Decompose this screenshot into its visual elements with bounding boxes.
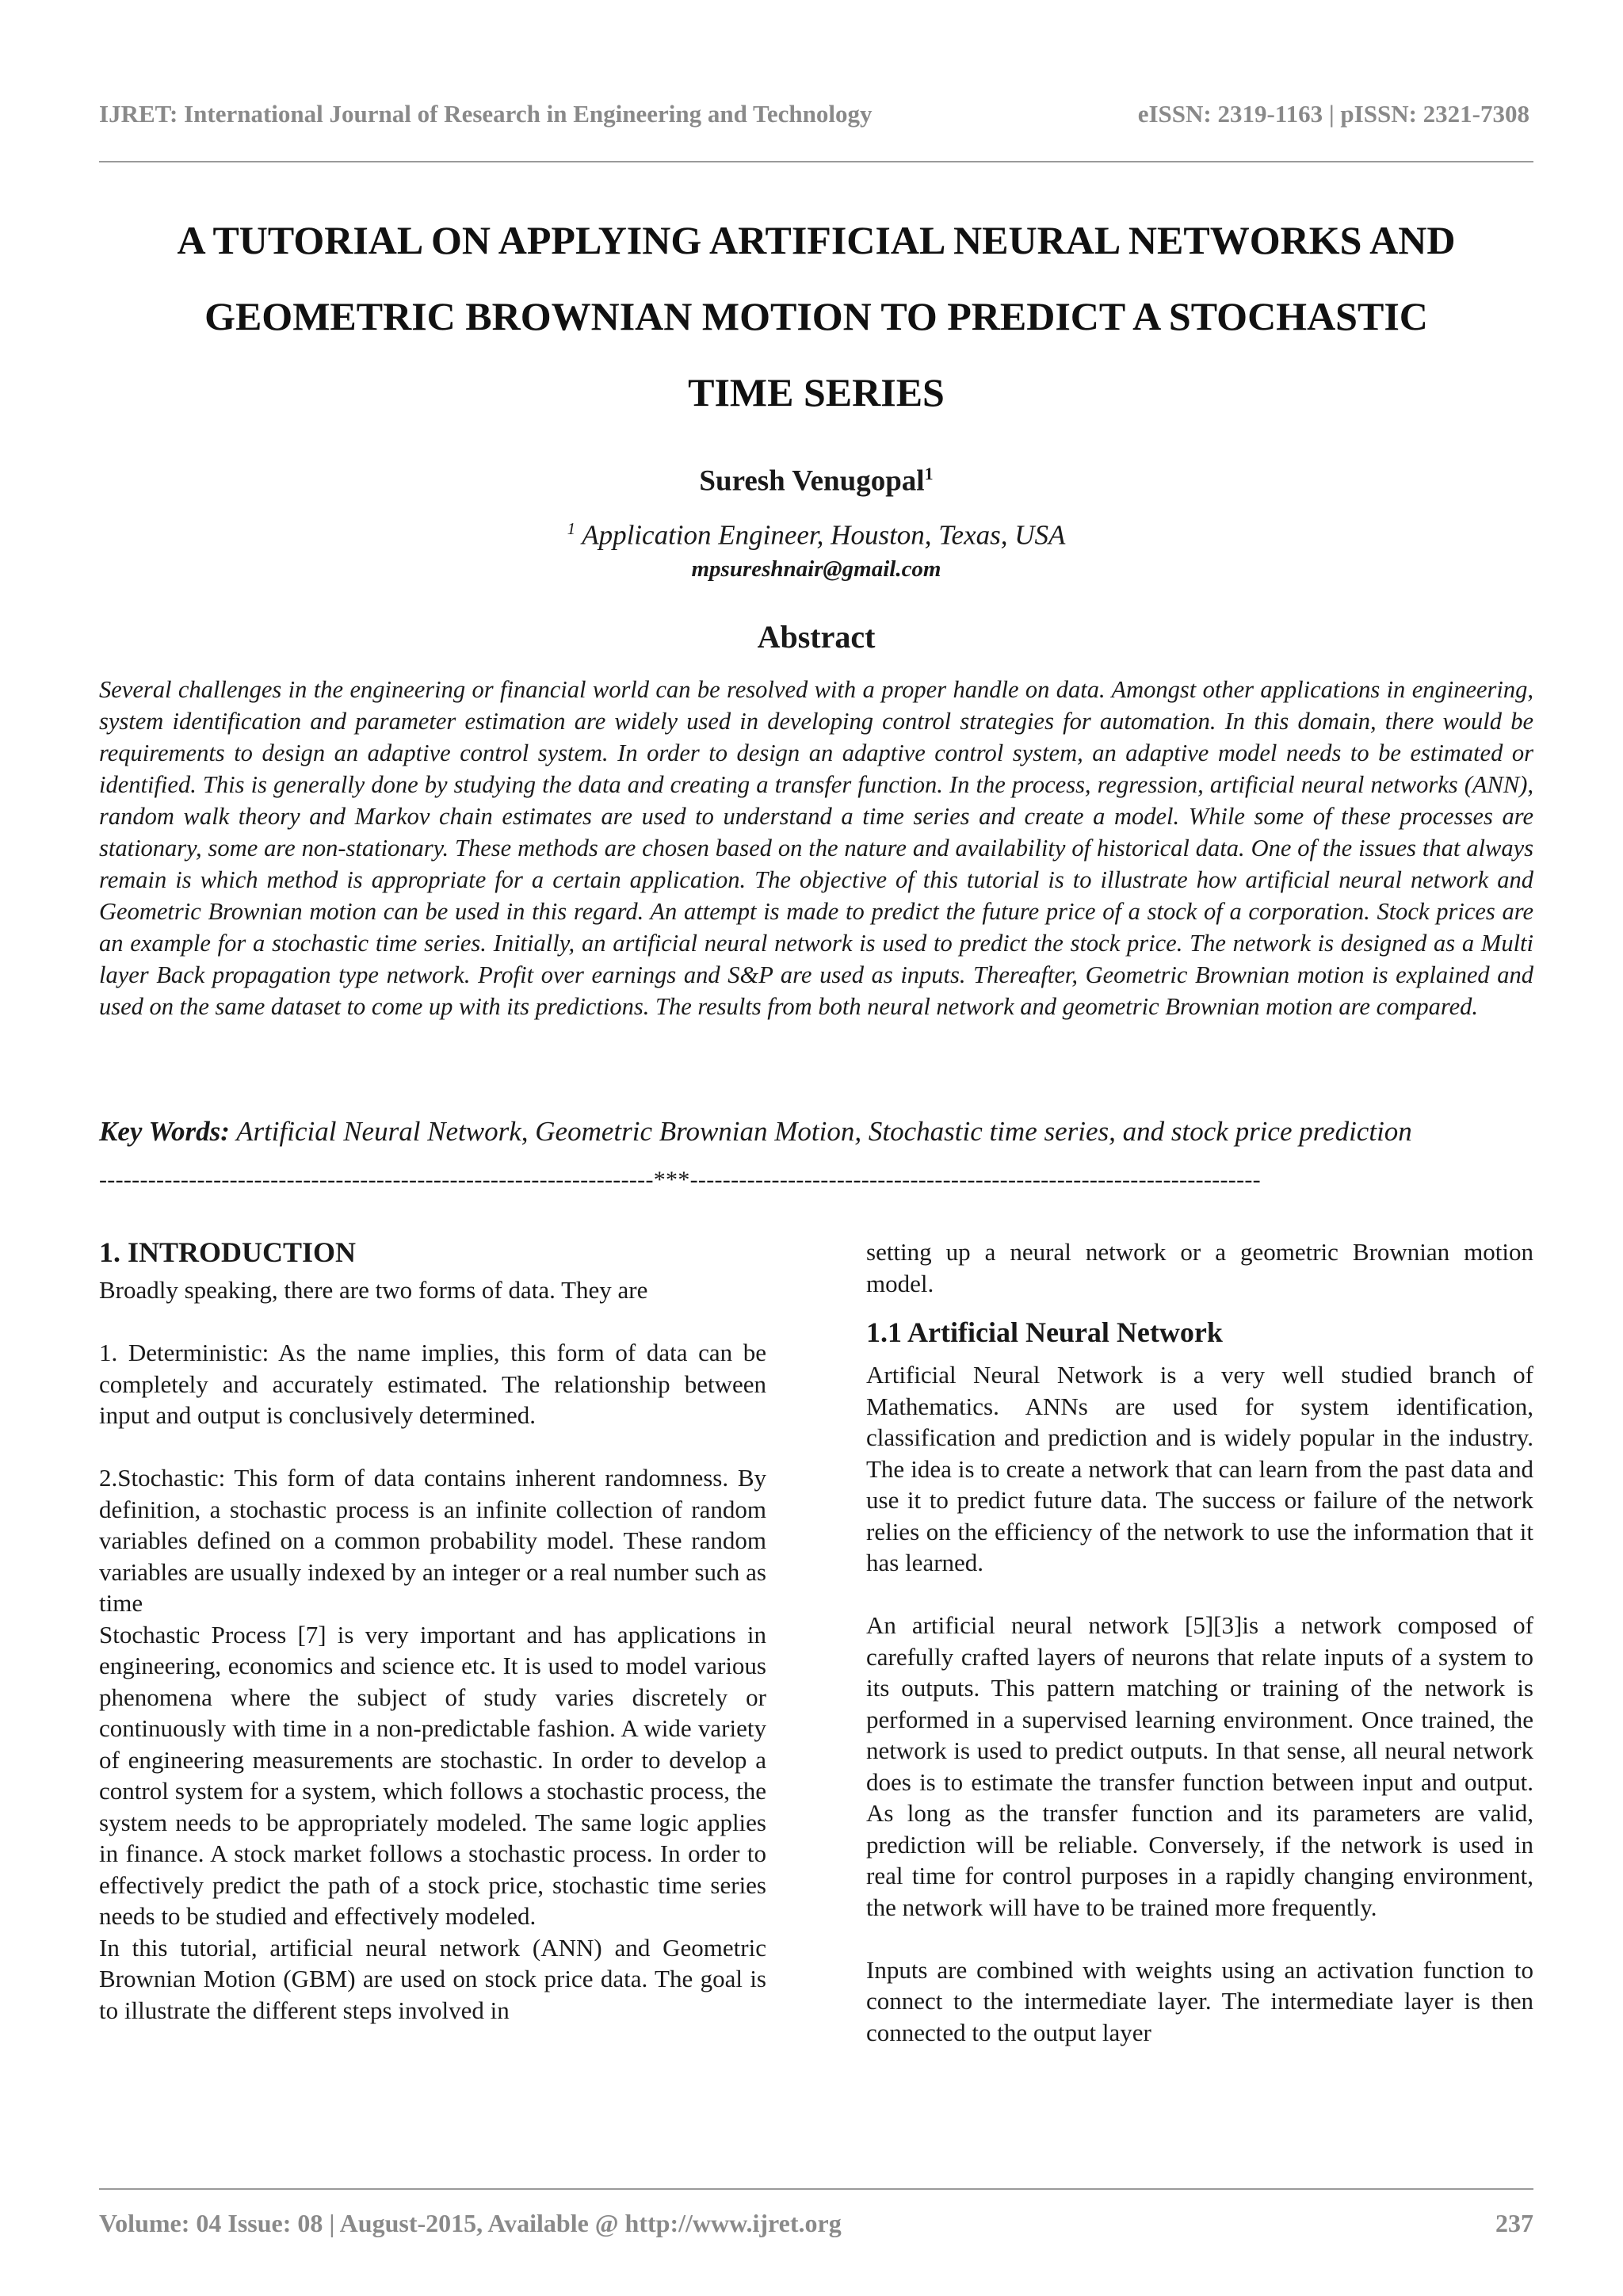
abstract-heading: Abstract	[757, 619, 876, 655]
paragraph: Stochastic Process [7] is very important and has applications in engineering, economics and science etc. It is used to model various phenomena where the subject of study varies discretely or continuously with time in a non-predictable fashion. A wide variety of engineering measurements are stochastic. In order to develop a control system for a system, which follows a stochastic process, the system needs to be appropriately modeled. The same logic applies in finance. A stock market follows a stochastic process. In order to effectively predict the path of a stock price, stochastic time series needs to be studied and effectively modeled.	[99, 1620, 766, 1930]
section-divider: --------------------------------------------------------------------***----------------------------------------------------------------------	[99, 1167, 1261, 1193]
section-heading-ann: 1.1 Artificial Neural Network	[866, 1316, 1223, 1348]
keywords-label: Key Words:	[99, 1116, 230, 1147]
issn-info: eISSN: 2319-1163 | pISSN: 2321-7308	[1137, 100, 1529, 128]
keywords-text: Artificial Neural Network, Geometric Brownian Motion, Stochastic time series, and stock price prediction	[229, 1116, 1412, 1147]
author-sup: 1	[924, 464, 934, 483]
affiliation-text: Application Engineer, Houston, Texas, USA	[582, 519, 1066, 551]
paragraph: Inputs are combined with weights using an activation function to connect to the intermediate layer. The intermediate layer is then connected to the output layer	[866, 1955, 1533, 2046]
journal-name: IJRET: International Journal of Research in Engineering and Technology	[99, 100, 873, 128]
abstract-text: Several challenges in the engineering or financial world can be resolved with a proper handle on data. Amongst other applications in engineering, system identification and parameter estimation are widely used in developing control strategies for automation. In this domain, there would be requirements to design an adaptive control system. In order to design an adaptive control system, an adaptive model needs to be estimated or identified. This is generally done by studying the data and creating a transfer function. In the process, regression, artificial neural networks (ANN), random walk theory and Markov chain estimates are used to understand a time series and create a model. While some of these processes are stationary, some are non-stationary. These methods are chosen based on the nature and availability of historical data. One of the issues that always remain is which method is appropriate for a certain application. The objective of this tutorial is to illustrate how artificial neural network and Geometric Brownian motion can be used in this regard. An attempt is made to predict the future price of a stock of a corporation. Stock prices are an example for a stochastic time series. Initially, an artificial neural network is used to predict the stock price. The network is designed as a Multi layer Back propagation type network. Profit over earnings and S&P are used as inputs. Thereafter, Geometric Brownian motion is explained and used on the same dataset to come up with its predictions. The results from both neural network and geometric Brownian motion are compared.	[99, 676, 1533, 1020]
paragraph: Broadly speaking, there are two forms of data. They are	[99, 1276, 648, 1304]
paragraph: Artificial Neural Network is a very well studied branch of Mathematics. ANNs are used for system identification, classification and prediction and is widely popular in the industry. The idea is to create a network that can learn from the past data and use it to predict future data. The success or failure of the network relies on the efficiency of the network to use the information that it has learned.	[866, 1361, 1533, 1576]
title-line: GEOMETRIC BROWNIAN MOTION TO PREDICT A STOCHASTIC	[204, 294, 1428, 338]
keywords	[99, 1116, 1549, 1148]
author-email: mpsureshnair@gmail.com	[691, 556, 941, 582]
paragraph: An artificial neural network [5][3]is a network composed of carefully crafted layers of neurons that relate inputs of a system to its outputs. This pattern matching or training of the network is performed in a supervised learning environment. Once trained, the network is used to predict outputs. In that sense, all neural network does is to estimate the transfer function between input and output. As long as the transfer function and its parameters are valid, prediction will be reliable. Conversely, if the network is used in real time for control purposes in a rapidly changing environment, the network will have to be trained more frequently.	[866, 1611, 1533, 1921]
left-column	[99, 1236, 766, 2026]
author	[99, 464, 1533, 498]
footer-rule	[99, 2188, 1533, 2190]
footer-volume: Volume: 04 Issue: 08 | August-2015, Available @ http://www.ijret.org	[99, 2209, 842, 2237]
page-number: 237	[1495, 2209, 1533, 2237]
paragraph: In this tutorial, artificial neural network (ANN) and Geometric Brownian Motion (GBM) are used on stock price data. The goal is to illustrate the different steps involved in	[99, 1933, 766, 2024]
affiliation	[99, 519, 1533, 552]
section-heading-introduction: 1. INTRODUCTION	[99, 1236, 357, 1268]
affiliation-sup: 1	[567, 519, 576, 538]
title-line: TIME SERIES	[688, 370, 945, 415]
header-rule	[99, 161, 1533, 162]
author-name: Suresh Venugopal	[699, 464, 925, 498]
right-column	[866, 1236, 1533, 2048]
paper-title	[99, 202, 1533, 430]
paragraph: 2.Stochastic: This form of data contains inherent randomness. By definition, a stochastic process is an infinite collection of random variables defined on a common probability model. These random variables are usually indexed by an integer or a real number such as time	[99, 1464, 766, 1617]
title-line: A TUTORIAL ON APPLYING ARTIFICIAL NEURAL NETWORKS AND	[177, 218, 1456, 262]
paragraph: setting up a neural network or a geometric Brownian motion model.	[866, 1238, 1533, 1297]
paragraph: 1. Deterministic: As the name implies, this form of data can be completely and accurately estimated. The relationship between input and output is conclusively determined.	[99, 1339, 766, 1429]
